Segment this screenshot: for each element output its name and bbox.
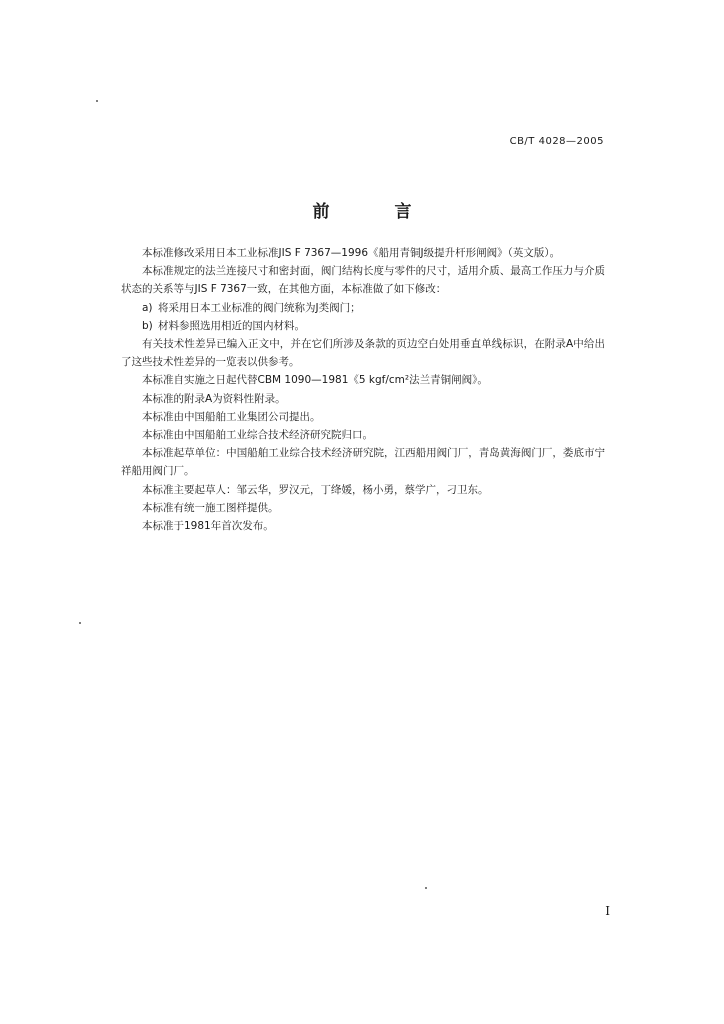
- scan-speck: [79, 622, 81, 624]
- list-item: [121, 299, 605, 317]
- paragraph: 本标准的附录A为资料性附录。: [142, 392, 286, 405]
- paragraph: 本标准规定的法兰连接尺寸和密封面，阀门结构长度与零件的尺寸，适用介质、最高工作压力与介质状态的关系等与JIS F 7367一致，在其他方面，本标准做了如下修改：: [121, 265, 605, 296]
- list-item-text: 材料参照选用相近的国内材料。: [158, 319, 305, 332]
- page-number: I: [605, 904, 610, 918]
- paragraph: 有关技术性差异已编入正文中，并在它们所涉及条款的页边空白处用垂直单线标识，在附录A中给出了这些技术性差异的一览表以供参考。: [121, 338, 605, 369]
- paragraph: 本标准起草单位：中国船舶工业综合技术经济研究院，江西船用阀门厂，青岛黄海阀门厂，娄底市宁祥船用阀门厂。: [121, 447, 605, 478]
- list-item-label: b): [142, 319, 153, 332]
- body-text: [121, 244, 605, 535]
- paragraph: 本标准修改采用日本工业标准JIS F 7367—1996《船用青铜J级提升杆形闸阀》（英文版）。: [142, 247, 561, 259]
- paragraph: 本标准由中国船舶工业集团公司提出。: [142, 410, 321, 423]
- page-title: 前 言: [312, 202, 436, 222]
- list-item-label: a): [142, 301, 153, 314]
- paragraph: 本标准于1981年首次发布。: [142, 520, 274, 533]
- paragraph: 本标准自实施之日起代替CBM 1090—1981《5 kgf/cm²法兰青铜闸阀》。: [142, 374, 488, 387]
- paragraph: 本标准主要起草人：邹云华，罗汉元，丁绛媛，杨小勇，蔡学广，刁卫东。: [142, 483, 489, 496]
- list-item-text: 将采用日本工业标准的阀门统称为J类阀门；: [158, 301, 361, 314]
- scan-speck: [96, 100, 98, 102]
- paragraph: 本标准有统一施工图样提供。: [142, 501, 279, 514]
- scan-speck: [425, 887, 427, 889]
- standard-code: CB/T 4028—2005: [509, 136, 604, 147]
- paragraph: 本标准由中国船舶工业综合技术经济研究院归口。: [142, 429, 373, 442]
- list-item: [121, 317, 605, 335]
